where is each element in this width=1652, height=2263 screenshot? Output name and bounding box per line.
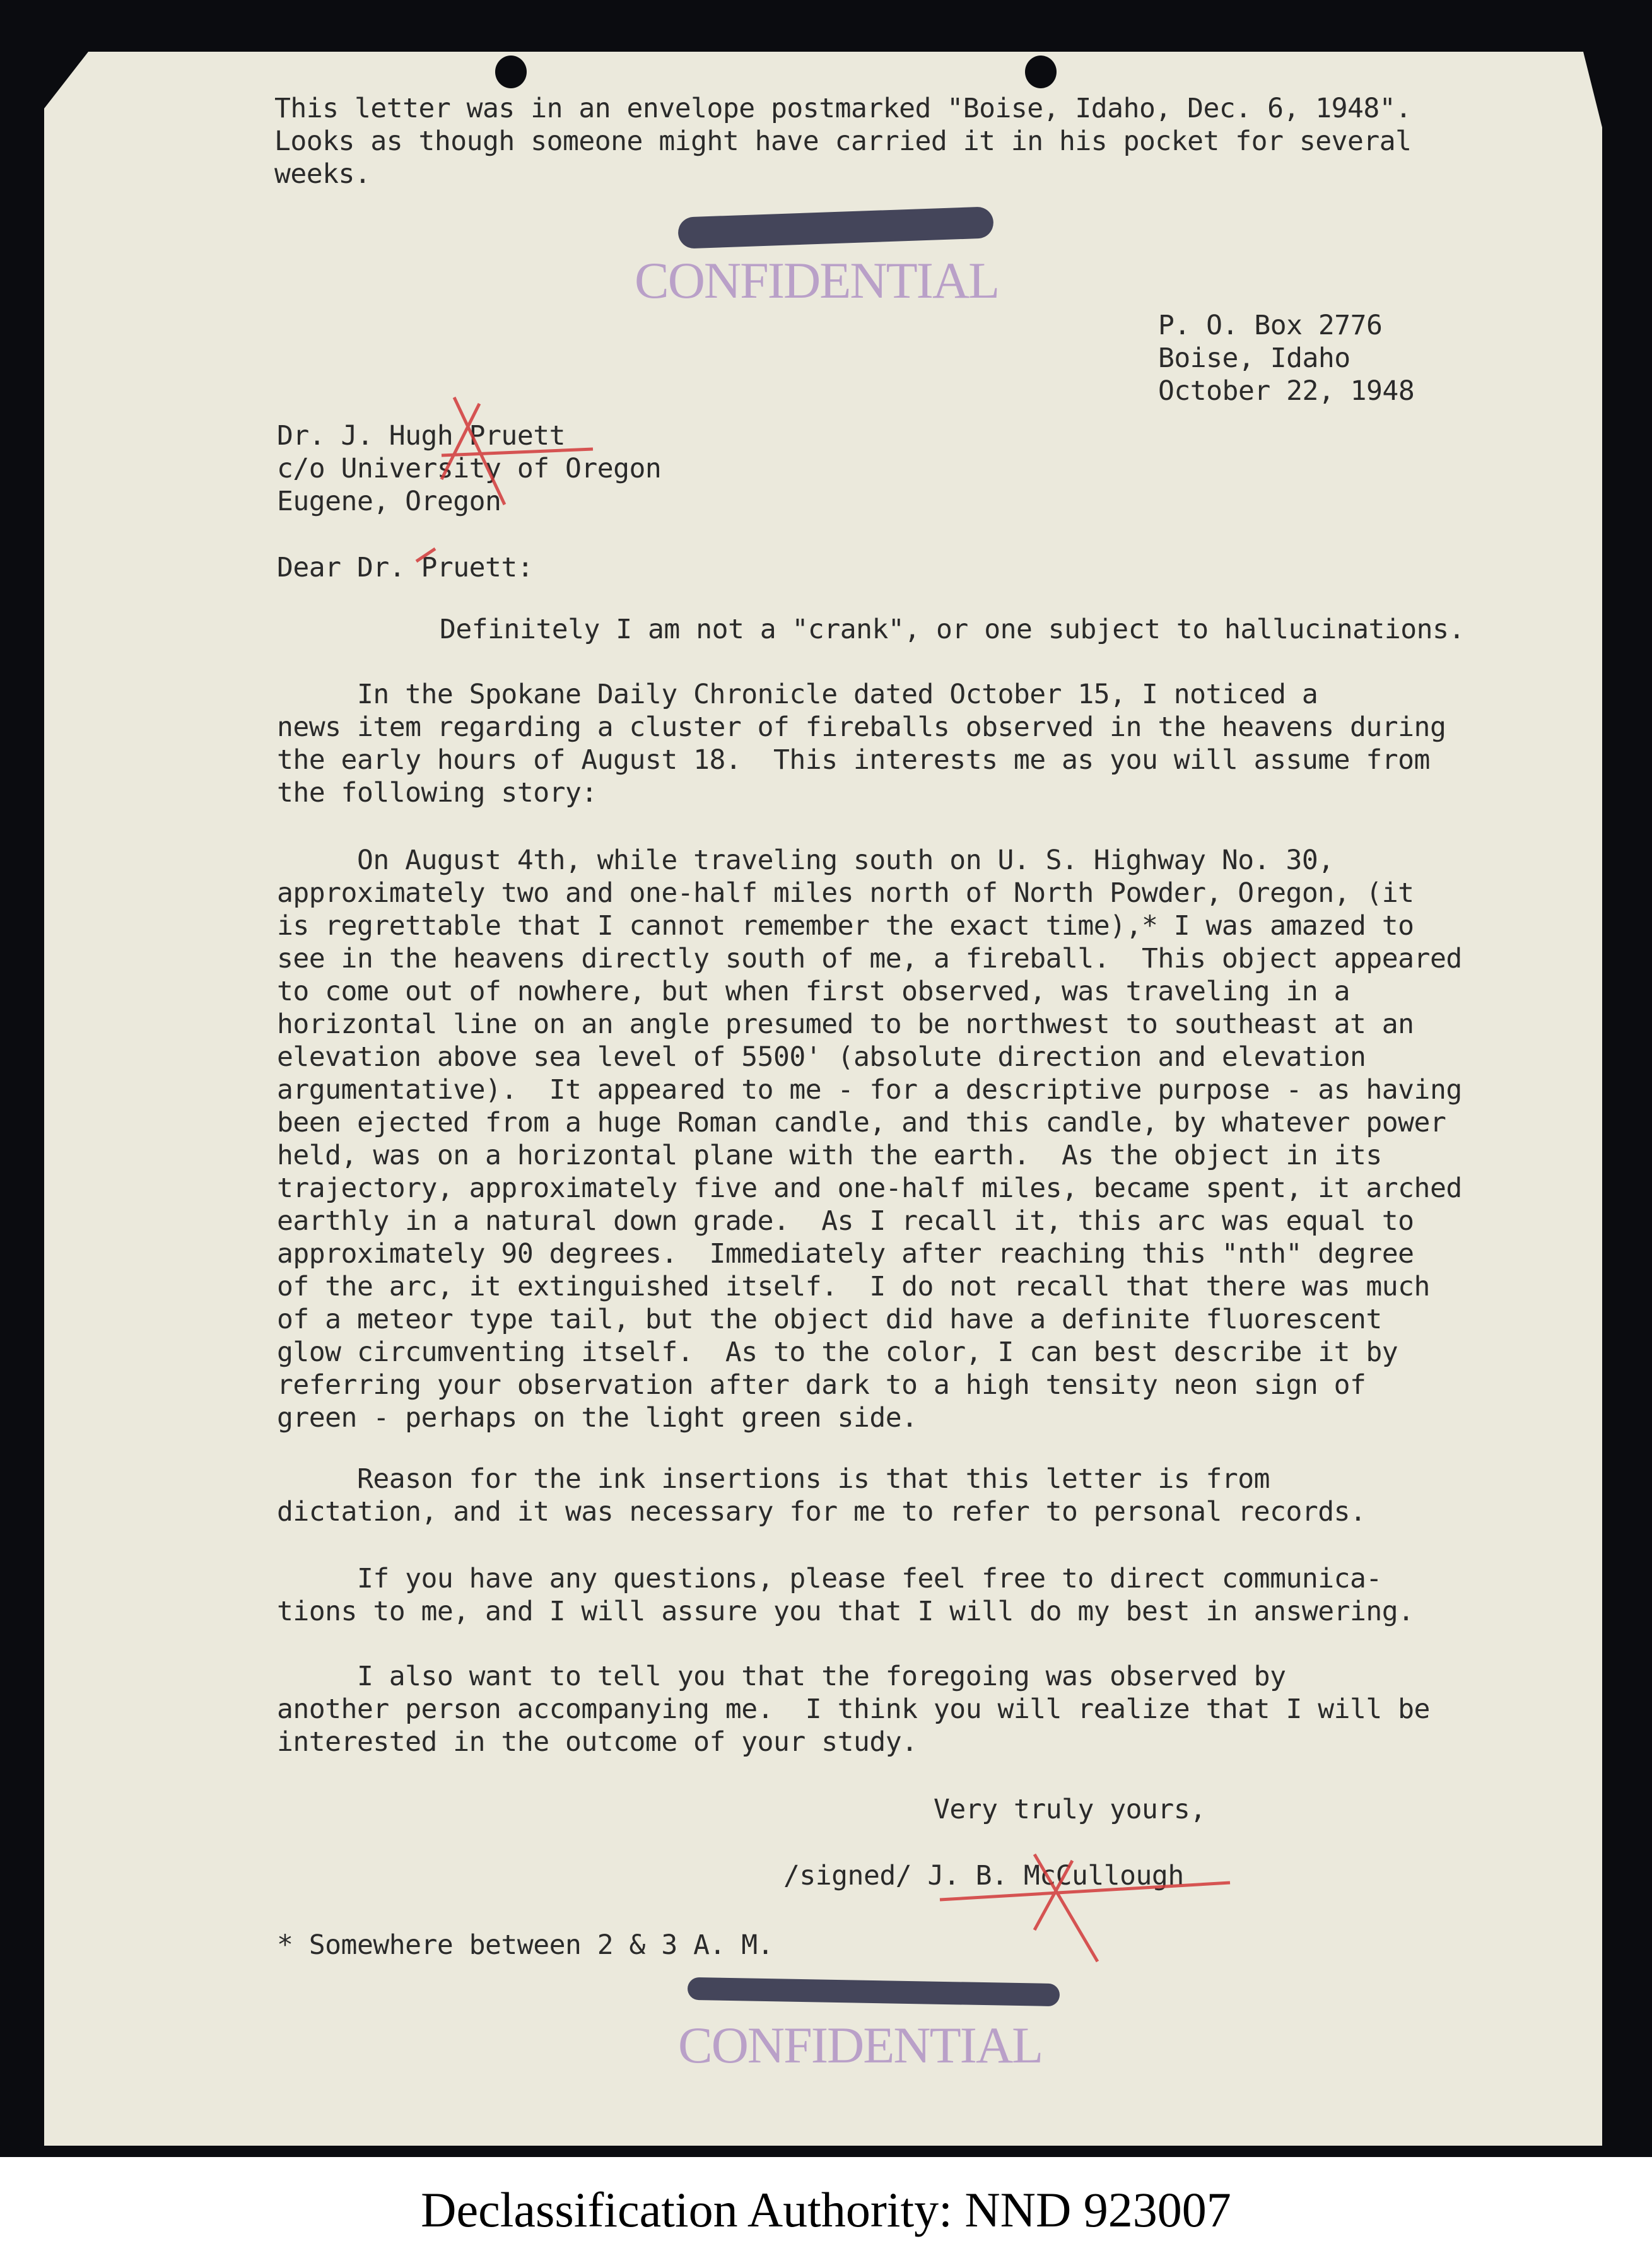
salutation: Dear Dr. Pruett: bbox=[277, 552, 534, 583]
recipient-address: Dr. J. Hugh Pruett c/o University of Oregon Eugene, Oregon bbox=[277, 420, 662, 517]
declassification-caption: Declassification Authority: NND 923007 bbox=[421, 2182, 1231, 2237]
paragraph-3: On August 4th, while traveling south on U. S. Highway No. 30, approximately two and one-half miles north of North Powder, Oregon, (it is regrettable that I cannot remember the exact time),* I was amazed to see in the heavens directly south of me, a fireball. This object appeared to come out of nowhere, but when first observed, was traveling in a horizontal line on an angle presumed to be northwest to southeast at an elevation above sea level of 5500' (absolute direction and elevation argumentative). It appeared to me - for a descriptive purpose - as having been ejected from a huge Roman candle, and this candle, by whatever power held, was on a horizontal plane with the earth. As the object in its trajectory, approximately five and one-half miles, became spent, it arched earthly in a natural down grade. As I recall it, this arc was equal to approximately 90 degrees. Immediately after reaching this "nth" degree of the arc, it extinguished itself. I do not recall that there was much of a meteor type tail, but the object did have a definite fluorescent glow circumventing itself. As to the color, I can best describe it by referring your observation after dark to a high tensity neon sign of green - perhaps on the light green side. bbox=[277, 845, 1462, 1434]
signature-line: /signed/ J. B. McCullough bbox=[783, 1860, 1184, 1892]
envelope-note: This letter was in an envelope postmarked "Boise, Idaho, Dec. 6, 1948". Looks as though someone might have carried it in his pocket for several weeks. bbox=[274, 93, 1412, 190]
paragraph-5: If you have any questions, please feel free to direct communica- tions to me, and I will assure you that I will do my best in answering. bbox=[277, 1563, 1414, 1627]
paragraph-2-text: In the Spokane Daily Chronicle dated October 15, I noticed a news item regarding a cluster of fireballs observed in the heavens during the early hours of August 18. This interests me as you will assume from the following story: bbox=[277, 679, 1446, 809]
footnote: * Somewhere between 2 & 3 A. M. bbox=[277, 1929, 774, 1961]
punch-hole bbox=[495, 56, 527, 88]
paragraph-6: I also want to tell you that the foregoing was observed by another person accompanying me. I think you will realize that I will be interested in the outcome of your study. bbox=[277, 1661, 1430, 1758]
confidential-stamp-bottom: CONFIDENTIAL bbox=[678, 2016, 1043, 2074]
punch-hole bbox=[1025, 56, 1057, 88]
paragraph-4: Reason for the ink insertions is that this letter is from dictation, and it was necessary for me to refer to personal records. bbox=[277, 1463, 1366, 1528]
confidential-stamp-top: CONFIDENTIAL bbox=[635, 252, 999, 309]
paragraph-2 bbox=[277, 678, 1446, 809]
sender-address: P. O. Box 2776 Boise, Idaho October 22, 1948 bbox=[1158, 310, 1415, 407]
closing: Very truly yours, bbox=[934, 1794, 1206, 1825]
paragraph-1: Definitely I am not a "crank", or one subject to hallucinations. bbox=[440, 614, 1465, 645]
